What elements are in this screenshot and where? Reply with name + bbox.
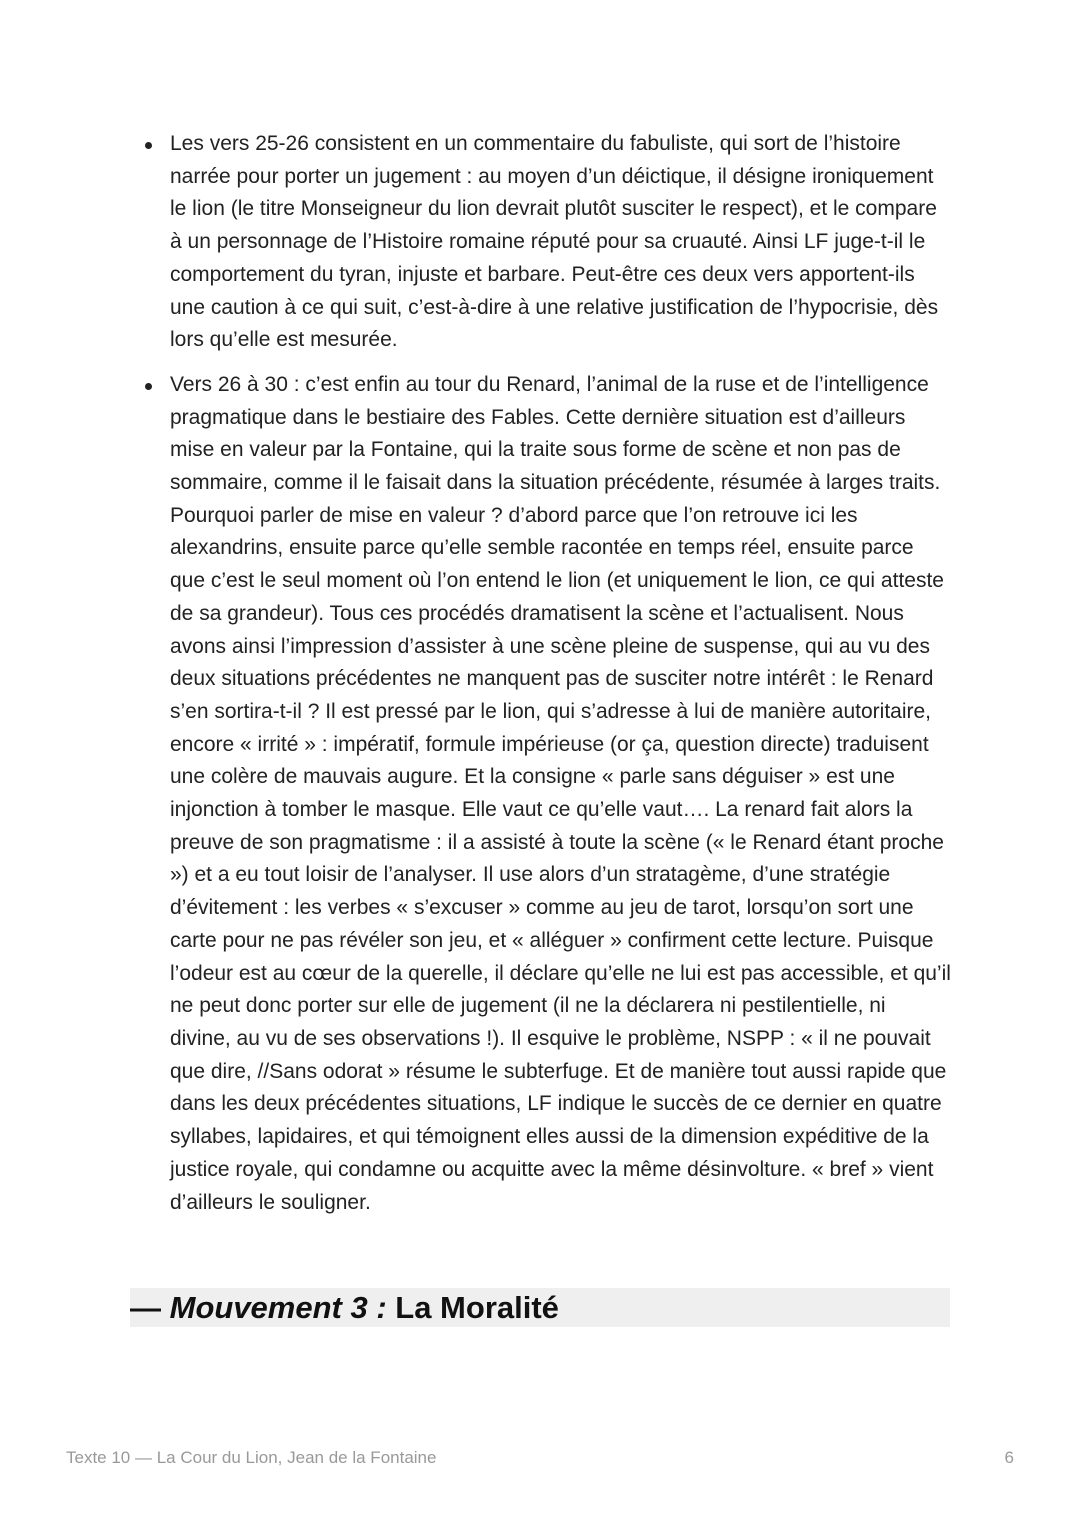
bullet-paragraph-vers-25-26: Les vers 25-26 consistent en un commentaire du fabuliste, qui sort de l’histoire narrée pour porter un jugement : au moyen d’un déictique, il désigne ironiquement le lion (le titre Monseigneur du lion devrait plutôt susciter le respect), et le compare à un personnage de l’Histoire romaine réputé pour sa cruauté. Ainsi LF juge-t-il le comportement du tyran, injuste et barbare. Peut-être ces deux vers apportent-ils une caution à ce qui suit, c’est-à-dire à une relative justification de l’hypocrisie, dès lors qu’elle est mesurée. [170, 128, 952, 357]
heading-dash: — [130, 1290, 170, 1325]
bullet-paragraph-vers-26-30: Vers 26 à 30 : c’est enfin au tour du Renard, l’animal de la ruse et de l’intelligence pragmatique dans le bestiaire des Fables. Cette dernière situation est d’ailleurs mise en valeur par la Fontaine, qui la traite sous forme de scène et non pas de sommaire, comme il le faisait dans la situation précédente, résumée à larges traits. Pourquoi parler de mise en valeur ? d’abord parce que l’on retrouve ici les alexandrins, ensuite parce qu’elle semble racontée en temps réel, ensuite parce que c’est le seul moment où l’on entend le lion (et uniquement le lion, ce qui atteste de sa grandeur). Tous ces procédés dramatisent la scène et l’actualisent. Nous avons ainsi l’impression d’assister à une scène pleine de suspense, qui au vu des deux situations précédentes ne manquent pas de susciter notre intérêt : le Renard s’en sortira-t-il ? Il est pressé par le lion, qui s’adresse à lui de manière autoritaire, encore « irrité » : impératif, formule impérieuse (or ça, question directe) traduisent une colère de mauvais augure. Et la consigne « parle sans déguiser » est une injonction à tomber le masque. Elle vaut ce qu’elle vaut…. La renard fait alors la preuve de son pragmatisme : il a assisté à toute la scène (« le Renard étant proche ») et a eu tout loisir de l’analyser. Il use alors d’un stratagème, d’une stratégie d’évitement : les verbes « s’excuser » comme au jeu de tarot, lorsqu’on sort une carte pour ne pas révéler son jeu, et « alléguer » confirment cette lecture. Puisque l’odeur est au cœur de la querelle, il déclare qu’elle ne lui est pas accessible, et qu’il ne peut donc porter sur elle de jugement (il ne la déclarera ni pestilentielle, ni divine, au vu de ses observations !). Il esquive le problème, NSPP : « il ne pouvait que dire, //Sans odorat » résume le subterfuge. Et de manière tout aussi rapide que dans les deux précédentes situations, LF indique le succès de ce dernier en quatre syllabes, lapidaires, et qui témoignent elles aussi de la dimension expéditive de la justice royale, qui condamne ou acquitte avec la même désinvolture. « bref » vient d’ailleurs le souligner. [170, 369, 952, 1219]
page-number: 6 [1004, 1448, 1014, 1467]
footer-document-title: Texte 10 — La Cour du Lion, Jean de la Fontaine [66, 1448, 437, 1467]
page-footer [66, 1448, 1014, 1468]
bullet-list [0, 128, 1080, 1219]
section-heading-mouvement-3 [130, 1288, 950, 1327]
heading-emphasis: Mouvement 3 : [169, 1290, 387, 1325]
heading-title: La Moralité [386, 1290, 559, 1325]
document-body [0, 128, 1080, 1219]
